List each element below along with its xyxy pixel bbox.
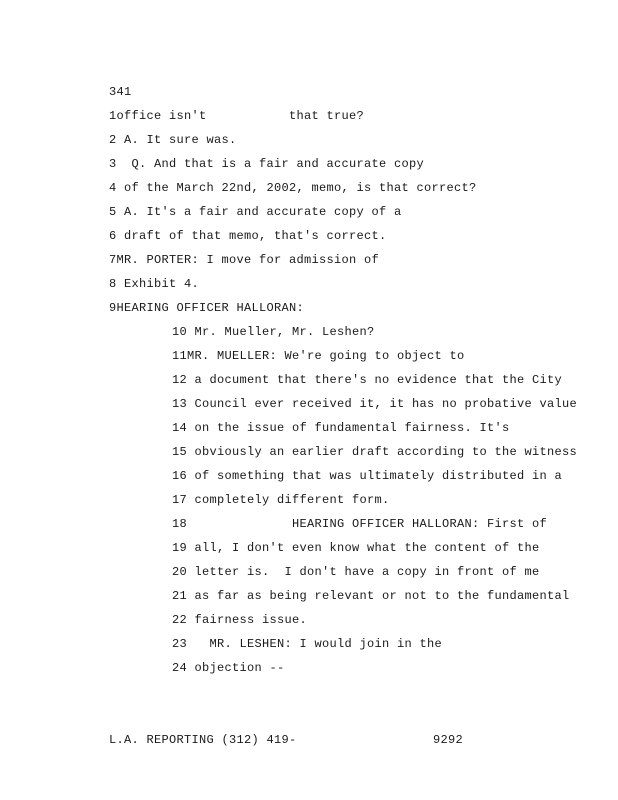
transcript-line-23: 23 MR. LESHEN: I would join in the [172, 637, 443, 651]
transcript-line-22: 22 fairness issue. [172, 613, 308, 627]
transcript-line-3: 3 Q. And that is a fair and accurate copy [109, 157, 425, 171]
transcript-line-4: 4 of the March 22nd, 2002, memo, is that correct? [109, 181, 477, 195]
transcript-line-11: 11MR. MUELLER: We're going to object to [172, 349, 465, 363]
transcript-line-20: 20 letter is. I don't have a copy in front of me [172, 565, 540, 579]
transcript-line-5: 5 A. It's a fair and accurate copy of a [109, 205, 402, 219]
transcript-line-9: 9HEARING OFFICER HALLORAN: [109, 301, 305, 315]
transcript-line-24: 24 objection -- [172, 661, 285, 675]
transcript-line-14: 14 on the issue of fundamental fairness. It's [172, 421, 510, 435]
transcript-line-1: 1office isn't that true? [109, 109, 365, 123]
transcript-line-7: 7MR. PORTER: I move for admission of [109, 253, 380, 267]
transcript-line-15: 15 obviously an earlier draft according to the witness [172, 445, 578, 459]
transcript-line-13: 13 Council ever received it, it has no probative value [172, 397, 578, 411]
transcript-line-16: 16 of something that was ultimately distributed in a [172, 469, 563, 483]
transcript-line-6: 6 draft of that memo, that's correct. [109, 229, 387, 243]
transcript-line-8: 8 Exhibit 4. [109, 277, 200, 291]
page-number: 341 [109, 85, 132, 99]
transcript-line-18: 18 HEARING OFFICER HALLORAN: First of [172, 517, 548, 531]
transcript-line-21: 21 as far as being relevant or not to the fundamental [172, 589, 570, 603]
transcript-line-12: 12 a document that there's no evidence that the City [172, 373, 563, 387]
transcript-line-2: 2 A. It sure was. [109, 133, 237, 147]
footer-reporter: L.A. REPORTING (312) 419- [109, 733, 297, 747]
transcript-line-17: 17 completely different form. [172, 493, 390, 507]
transcript-line-19: 19 all, I don't even know what the content of the [172, 541, 540, 555]
transcript-line-10: 10 Mr. Mueller, Mr. Leshen? [172, 325, 375, 339]
footer-number: 9292 [433, 733, 464, 747]
